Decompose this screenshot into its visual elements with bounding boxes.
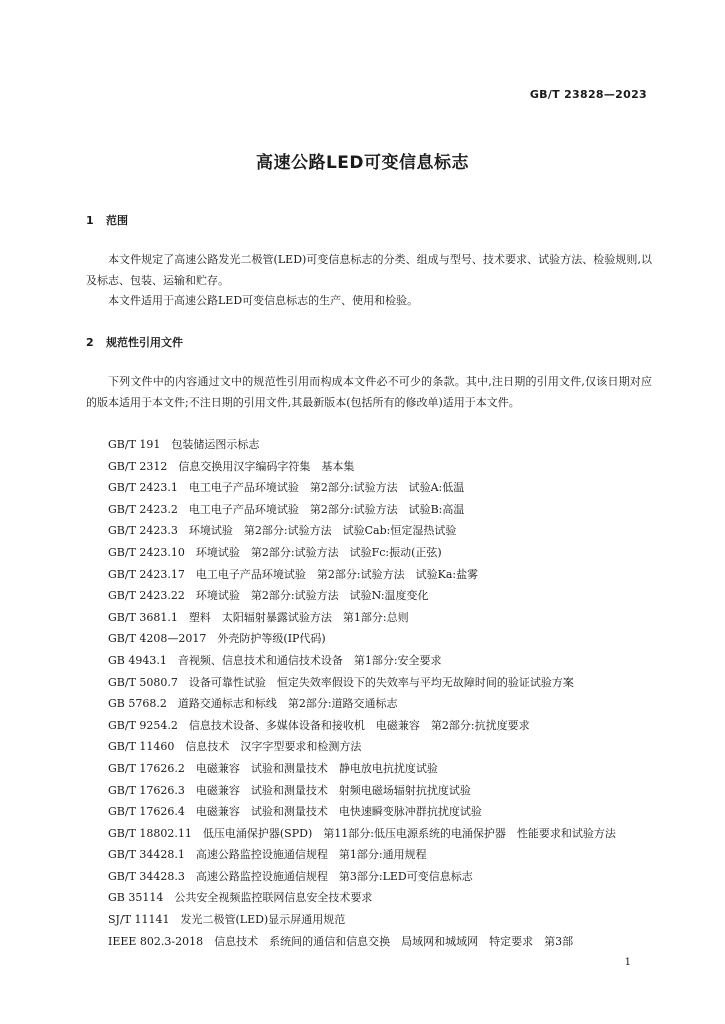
reference-item: GB/T 18802.11 低压电涌保护器(SPD) 第11部分:低压电源系统的电涌保护器 性能要求和试验方法 (108, 826, 616, 840)
reference-item: GB/T 4208—2017 外壳防护等级(IP代码) (108, 632, 326, 646)
reference-item: GB/T 11460 信息技术 汉字字型要求和检测方法 (108, 740, 362, 754)
reference-item: GB/T 2423.10 环境试验 第2部分:试验方法 试验Fc:振动(正弦) (108, 545, 442, 559)
section-2-heading (86, 334, 183, 350)
document-title: 高速公路LED可变信息标志 (255, 153, 470, 173)
reference-item: GB 4943.1 音视频、信息技术和通信技术设备 第1部分:安全要求 (108, 653, 442, 667)
section-title: 规范性引用文件 (106, 336, 183, 349)
reference-item: GB/T 2423.3 环境试验 第2部分:试验方法 试验Cab:恒定湿热试验 (108, 524, 457, 538)
reference-item: GB/T 2312 信息交换用汉字编码字符集 基本集 (108, 459, 355, 473)
reference-item: SJ/T 11141 发光二极管(LED)显示屏通用规范 (108, 913, 346, 927)
reference-item: GB/T 5080.7 设备可靠性试验 恒定失效率假设下的失效率与平均无故障时间的验证试验方案 (108, 675, 574, 689)
reference-item: GB/T 9254.2 信息技术设备、多媒体设备和接收机 电磁兼容 第2部分:抗扰度要求 (108, 718, 530, 732)
scope-paragraph-2: 本文件适用于高速公路LED可变信息标志的生产、使用和检验。 (108, 294, 419, 307)
page-number: 1 (624, 957, 631, 968)
reference-item: GB/T 2423.1 电工电子产品环境试验 第2部分:试验方法 试验A:低温 (108, 481, 465, 495)
reference-item: GB/T 2423.22 环境试验 第2部分:试验方法 试验N:温度变化 (108, 589, 429, 603)
scope-paragraph-1: 本文件规定了高速公路发光二极管(LED)可变信息标志的分类、组成与型号、技术要求、试验方法、检验规则,以及标志、包装、运输和贮存。 (86, 253, 652, 287)
reference-item: GB/T 2423.17 电工电子产品环境试验 第2部分:试验方法 试验Ka:盐雾 (108, 567, 479, 581)
reference-item: GB/T 34428.3 高速公路监控设施通信规程 第3部分:LED可变信息标志 (108, 869, 473, 883)
reference-item: GB/T 17626.2 电磁兼容 试验和测量技术 静电放电抗扰度试验 (108, 761, 438, 775)
section-title: 范围 (106, 214, 128, 227)
reference-list (86, 434, 652, 952)
reference-item: GB/T 191 包装储运图示标志 (108, 438, 260, 451)
section-1-heading (86, 212, 128, 228)
reference-item: IEEE 802.3-2018 信息技术 系统间的通信和信息交换 局域网和城域网 特定要求 第3部 (108, 934, 574, 948)
reference-item: GB/T 3681.1 塑料 太阳辐射暴露试验方法 第1部分:总则 (108, 610, 409, 624)
standard-number: GB/T 23828—2023 (529, 88, 647, 101)
reference-item: GB/T 2423.2 电工电子产品环境试验 第2部分:试验方法 试验B:高温 (108, 502, 465, 516)
reference-item: GB/T 17626.4 电磁兼容 试验和测量技术 电快速瞬变脉冲群抗扰度试验 (108, 805, 482, 819)
section-number: 2 (86, 336, 94, 349)
references-intro: 下列文件中的内容通过文中的规范性引用而构成本文件必不可少的条款。其中,注日期的引用文件,仅该日期对应的版本适用于本文件;不注日期的引用文件,其最新版本(包括所有的修改单)适用于本文件。 (86, 375, 652, 409)
reference-item: GB/T 17626.3 电磁兼容 试验和测量技术 射频电磁场辐射抗扰度试验 (108, 783, 471, 797)
reference-item: GB 5768.2 道路交通标志和标线 第2部分:道路交通标志 (108, 697, 398, 711)
reference-item: GB 35114 公共安全视频监控联网信息安全技术要求 (108, 891, 373, 905)
reference-item: GB/T 34428.1 高速公路监控设施通信规程 第1部分:通用规程 (108, 848, 427, 862)
section-number: 1 (86, 214, 94, 227)
